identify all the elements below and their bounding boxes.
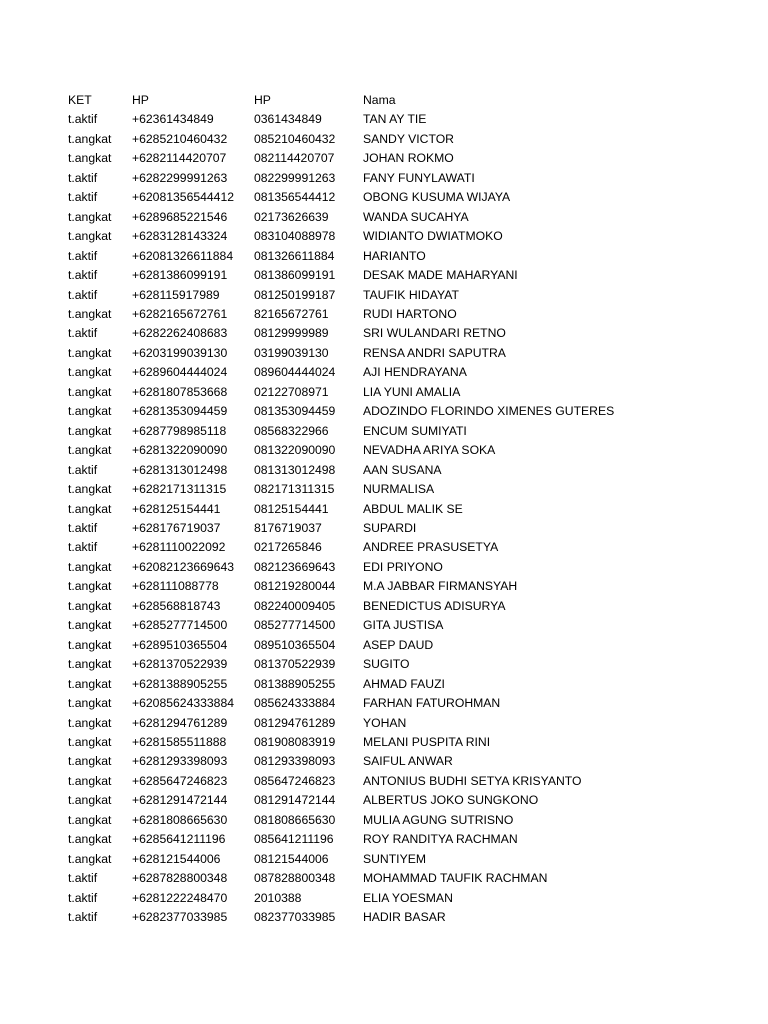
cell-hp-international: +6281386099191 [132, 268, 228, 283]
cell-hp-local: 081808665630 [254, 812, 336, 827]
cell-hp-international: +6281808665630 [132, 812, 228, 827]
contact-table-body [68, 91, 663, 927]
cell-hp-international: +6281313012498 [132, 462, 228, 477]
cell-nama: RENSA ANDRI SAPUTRA [363, 345, 506, 360]
cell-nama: MULIA AGUNG SUTRISNO [363, 812, 514, 827]
cell-ket: t.aktif [68, 170, 98, 185]
cell-ket: t.angkat [68, 734, 112, 749]
cell-hp-local: 085641211196 [254, 832, 334, 847]
cell-nama: RUDI HARTONO [363, 306, 457, 321]
cell-hp-local: 085277714500 [254, 618, 336, 633]
cell-nama: ASEP DAUD [363, 637, 434, 652]
cell-hp-international: +6282262408683 [132, 326, 228, 341]
cell-hp-international: +6282377033985 [132, 910, 228, 925]
cell-ket: t.aktif [68, 910, 98, 925]
cell-nama: SUNTIYEM [363, 851, 426, 866]
table-row [68, 344, 663, 363]
cell-nama: ALBERTUS JOKO SUNGKONO [363, 793, 539, 808]
table-row [68, 655, 663, 674]
cell-nama: FANY FUNYLAWATI [363, 170, 475, 185]
cell-hp-local: 081370522939 [254, 657, 336, 672]
cell-nama: SANDY VICTOR [363, 131, 454, 146]
cell-hp-local: 082171311315 [254, 482, 335, 497]
table-row [68, 830, 663, 849]
cell-ket: t.angkat [68, 851, 112, 866]
cell-hp-local: 08568322966 [254, 423, 329, 438]
cell-nama: ELIA YOESMAN [363, 890, 453, 905]
cell-hp-local: 081219280044 [254, 579, 336, 594]
cell-nama: EDI PRIYONO [363, 559, 443, 574]
cell-nama: FARHAN FATUROHMAN [363, 696, 501, 711]
table-row [68, 286, 663, 305]
cell-ket: t.aktif [68, 326, 98, 341]
cell-ket: t.aktif [68, 890, 98, 905]
cell-hp-international: +62361434849 [132, 112, 214, 127]
table-row [68, 714, 663, 733]
table-row [68, 577, 663, 596]
cell-ket: t.angkat [68, 345, 112, 360]
cell-nama: SUGITO [363, 657, 410, 672]
table-row [68, 247, 663, 266]
cell-hp-local: 082123669643 [254, 559, 336, 574]
cell-nama: ANDREE PRASUSETYA [363, 540, 499, 555]
cell-hp-local: 081353094459 [254, 404, 336, 419]
cell-nama: SAIFUL ANWAR [363, 754, 453, 769]
table-row [68, 752, 663, 771]
cell-hp-international: +6281585511888 [132, 734, 227, 749]
table-row [68, 908, 663, 927]
cell-hp-international: +628176719037 [132, 520, 221, 535]
cell-nama: TAUFIK HIDAYAT [363, 287, 459, 302]
cell-ket: t.angkat [68, 131, 112, 146]
cell-ket: t.aktif [68, 520, 98, 535]
table-row [68, 188, 663, 207]
cell-hp-international: +6285647246823 [132, 773, 228, 788]
table-row [68, 227, 663, 246]
table-row [68, 850, 663, 869]
cell-hp-international: +6281291472144 [132, 793, 228, 808]
cell-hp-local: 083104088978 [254, 229, 336, 244]
cell-hp-international: +6282171311315 [132, 482, 227, 497]
cell-hp-local: 081356544412 [254, 190, 336, 205]
cell-nama: SUPARDI [363, 520, 417, 535]
table-row [68, 772, 663, 791]
table-row [68, 480, 663, 499]
cell-hp-local: 082240009405 [254, 598, 336, 613]
cell-hp-local: 2010388 [254, 890, 302, 905]
cell-hp-international: +6289510365504 [132, 637, 228, 652]
cell-ket: t.angkat [68, 696, 112, 711]
cell-hp-local: 085210460432 [254, 131, 336, 146]
cell-hp-local: 03199039130 [254, 345, 329, 360]
cell-nama: HARIANTO [363, 248, 426, 263]
cell-hp-local: 08125154441 [254, 501, 329, 516]
cell-hp-international: +62081326611884 [132, 248, 234, 263]
cell-hp-local: 081388905255 [254, 676, 336, 691]
cell-nama: ROY RANDITYA RACHMAN [363, 832, 518, 847]
cell-hp-international: +6285210460432 [132, 131, 228, 146]
cell-hp-local: 081291472144 [254, 793, 336, 808]
cell-nama: HADIR BASAR [363, 910, 446, 925]
cell-ket: t.angkat [68, 832, 112, 847]
table-row [68, 402, 663, 421]
cell-hp-international: +62082123669643 [132, 559, 235, 574]
cell-ket: t.angkat [68, 151, 112, 166]
cell-ket: t.angkat [68, 384, 112, 399]
cell-ket: t.aktif [68, 190, 98, 205]
cell-hp-local: 082377033985 [254, 910, 336, 925]
cell-nama: LIA YUNI AMALIA [363, 384, 461, 399]
cell-ket: t.aktif [68, 248, 98, 263]
cell-hp-local: 8176719037 [254, 520, 322, 535]
cell-hp-international: +6285641211196 [132, 832, 226, 847]
table-row [68, 422, 663, 441]
cell-nama: SRI WULANDARI RETNO [363, 326, 506, 341]
cell-hp-local: 081326611884 [254, 248, 335, 263]
cell-hp-local: 085647246823 [254, 773, 336, 788]
table-row [68, 500, 663, 519]
cell-hp-local: 081293398093 [254, 754, 336, 769]
table-row [68, 208, 663, 227]
cell-ket: t.angkat [68, 423, 112, 438]
cell-hp-international: +62085624333884 [132, 696, 235, 711]
table-row [68, 363, 663, 382]
table-row [68, 733, 663, 752]
cell-ket: t.angkat [68, 559, 112, 574]
cell-hp-international: +6287798985118 [132, 423, 227, 438]
header-hp-local: HP [254, 93, 271, 107]
table-row [68, 324, 663, 343]
cell-hp-international: +6282114420707 [132, 151, 227, 166]
cell-nama: DESAK MADE MAHARYANI [363, 268, 518, 283]
cell-ket: t.angkat [68, 404, 112, 419]
cell-hp-international: +6281353094459 [132, 404, 228, 419]
cell-ket: t.angkat [68, 365, 112, 380]
table-row [68, 558, 663, 577]
cell-hp-local: 0217265846 [254, 540, 322, 555]
cell-nama: ANTONIUS BUDHI SETYA KRISYANTO [363, 773, 582, 788]
table-row [68, 266, 663, 285]
cell-hp-local: 087828800348 [254, 871, 336, 886]
cell-ket: t.angkat [68, 306, 112, 321]
table-row [68, 383, 663, 402]
cell-nama: MOHAMMAD TAUFIK RACHMAN [363, 871, 548, 886]
cell-nama: WANDA SUCAHYA [363, 209, 469, 224]
cell-hp-local: 081908083919 [254, 734, 336, 749]
cell-ket: t.angkat [68, 715, 112, 730]
cell-ket: t.angkat [68, 229, 112, 244]
cell-ket: t.angkat [68, 812, 112, 827]
cell-nama: GITA JUSTISA [363, 618, 444, 633]
cell-hp-local: 02173626639 [254, 209, 329, 224]
cell-hp-international: +6281293398093 [132, 754, 228, 769]
cell-hp-international: +6289685221546 [132, 209, 228, 224]
table-row [68, 869, 663, 888]
cell-hp-international: +6281110022092 [132, 540, 226, 555]
cell-hp-international: +6281294761289 [132, 715, 228, 730]
contact-table [68, 91, 663, 927]
table-row [68, 694, 663, 713]
cell-ket: t.angkat [68, 482, 112, 497]
cell-nama: JOHAN ROKMO [363, 151, 454, 166]
cell-hp-local: 081250199187 [254, 287, 336, 302]
cell-nama: NEVADHA ARIYA SOKA [363, 443, 496, 458]
cell-ket: t.angkat [68, 754, 112, 769]
cell-hp-international: +6281322090090 [132, 443, 228, 458]
table-row [68, 675, 663, 694]
cell-hp-local: 082114420707 [254, 151, 335, 166]
table-row [68, 110, 663, 129]
cell-hp-local: 0361434849 [254, 112, 322, 127]
cell-hp-local: 08121544006 [254, 851, 329, 866]
cell-hp-local: 089510365504 [254, 637, 336, 652]
table-row [68, 791, 663, 810]
cell-hp-international: +628111088778 [132, 579, 219, 594]
cell-ket: t.angkat [68, 618, 112, 633]
cell-ket: t.angkat [68, 443, 112, 458]
cell-ket: t.aktif [68, 287, 98, 302]
cell-nama: MELANI PUSPITA RINI [363, 734, 491, 749]
cell-hp-international: +62081356544412 [132, 190, 235, 205]
table-row [68, 636, 663, 655]
cell-hp-local: 081322090090 [254, 443, 336, 458]
cell-hp-local: 081313012498 [254, 462, 336, 477]
cell-ket: t.aktif [68, 462, 98, 477]
cell-nama: YOHAN [363, 715, 407, 730]
table-row [68, 538, 663, 557]
cell-ket: t.angkat [68, 209, 112, 224]
cell-hp-international: +6289604444024 [132, 365, 228, 380]
table-row [68, 889, 663, 908]
table-row [68, 461, 663, 480]
cell-hp-local: 081294761289 [254, 715, 336, 730]
table-row [68, 149, 663, 168]
cell-nama: ENCUM SUMIYATI [363, 423, 467, 438]
cell-nama: ADOZINDO FLORINDO XIMENES GUTERES [363, 404, 615, 419]
cell-hp-international: +6281807853668 [132, 384, 228, 399]
cell-ket: t.angkat [68, 793, 112, 808]
cell-nama: BENEDICTUS ADISURYA [363, 598, 506, 613]
cell-hp-international: +6281388905255 [132, 676, 228, 691]
cell-ket: t.aktif [68, 540, 98, 555]
header-hp-international: HP [132, 93, 149, 107]
cell-ket: t.angkat [68, 501, 112, 516]
cell-ket: t.angkat [68, 773, 112, 788]
table-row [68, 616, 663, 635]
cell-nama: M.A JABBAR FIRMANSYAH [363, 579, 518, 594]
header-nama: Nama [363, 93, 396, 107]
table-row [68, 305, 663, 324]
cell-hp-local: 085624333884 [254, 696, 336, 711]
header-row [68, 91, 663, 110]
cell-nama: TAN AY TIE [363, 112, 427, 127]
cell-hp-international: +628121544006 [132, 851, 221, 866]
cell-nama: OBONG KUSUMA WIJAYA [363, 190, 511, 205]
table-row [68, 811, 663, 830]
header-ket: KET [68, 93, 92, 107]
cell-hp-international: +628115917989 [132, 287, 220, 302]
cell-hp-local: 02122708971 [254, 384, 329, 399]
cell-ket: t.angkat [68, 637, 112, 652]
table-row [68, 597, 663, 616]
cell-ket: t.aktif [68, 871, 98, 886]
table-row [68, 519, 663, 538]
cell-hp-international: +6282299991263 [132, 170, 228, 185]
cell-hp-local: 08129999989 [254, 326, 329, 341]
cell-hp-local: 82165672761 [254, 306, 329, 321]
cell-hp-international: +6203199039130 [132, 345, 228, 360]
cell-ket: t.angkat [68, 676, 112, 691]
cell-ket: t.angkat [68, 579, 112, 594]
cell-hp-international: +6287828800348 [132, 871, 228, 886]
cell-ket: t.angkat [68, 598, 112, 613]
table-row [68, 441, 663, 460]
cell-hp-international: +628125154441 [132, 501, 221, 516]
cell-hp-international: +6283128143324 [132, 229, 228, 244]
cell-hp-international: +6281222248470 [132, 890, 228, 905]
cell-hp-international: +6281370522939 [132, 657, 228, 672]
cell-nama: WIDIANTO DWIATMOKO [363, 229, 503, 244]
table-row [68, 130, 663, 149]
cell-hp-local: 082299991263 [254, 170, 336, 185]
cell-nama: NURMALISA [363, 482, 435, 497]
cell-ket: t.angkat [68, 657, 112, 672]
cell-hp-international: +628568818743 [132, 598, 221, 613]
cell-ket: t.aktif [68, 112, 98, 127]
table-row [68, 169, 663, 188]
cell-ket: t.aktif [68, 268, 98, 283]
cell-nama: AJI HENDRAYANA [363, 365, 467, 380]
cell-nama: ABDUL MALIK SE [363, 501, 463, 516]
cell-nama: AAN SUSANA [363, 462, 442, 477]
cell-hp-international: +6282165672761 [132, 306, 228, 321]
cell-hp-international: +6285277714500 [132, 618, 228, 633]
cell-hp-local: 081386099191 [254, 268, 336, 283]
cell-nama: AHMAD FAUZI [363, 676, 445, 691]
cell-hp-local: 089604444024 [254, 365, 336, 380]
